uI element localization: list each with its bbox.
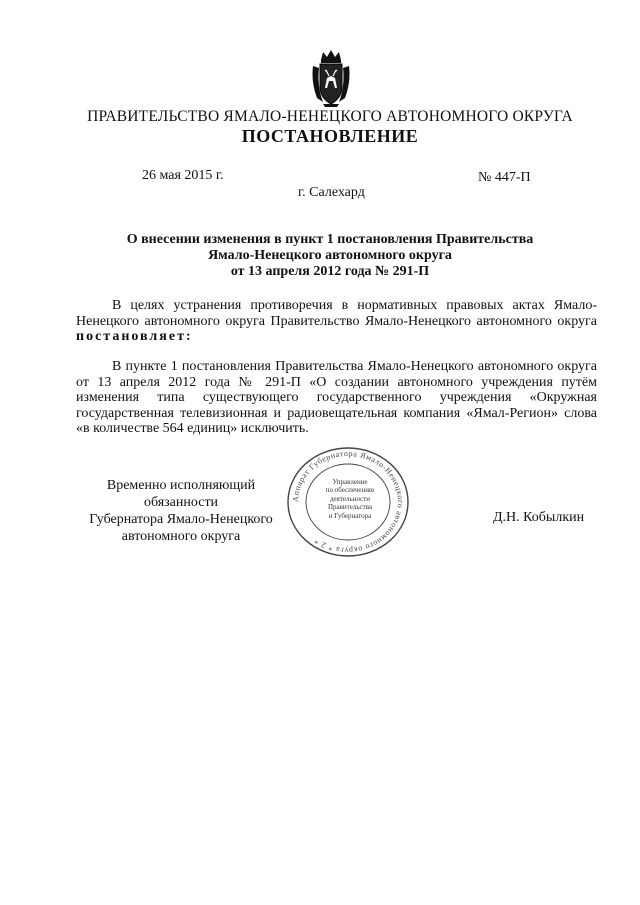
stamp-center-text bbox=[315, 478, 385, 520]
signer-title bbox=[76, 477, 286, 545]
document-city: г. Салехард bbox=[298, 185, 365, 200]
stamp-center-line-5: и Губернатора bbox=[328, 511, 372, 520]
document-subject bbox=[70, 232, 590, 280]
signer-name: Д.Н. Кобылкин bbox=[493, 510, 585, 525]
subject-line-2: Ямало-Ненецкого автономного округа bbox=[208, 248, 452, 263]
document-number: № 447-П bbox=[478, 170, 531, 185]
paragraph-1-text: В целях устранения противоречия в нормативных правовых актах Ямало-Ненецкого автономного округа Правительство Ямало-Ненецкого автономного округа bbox=[76, 298, 597, 329]
government-title: ПРАВИТЕЛЬСТВО ЯМАЛО-НЕНЕЦКОГО АВТОНОМНОГО ОКРУГА bbox=[87, 108, 573, 125]
body-paragraph-2 bbox=[76, 359, 597, 437]
stamp-center-line-3: деятельности bbox=[329, 494, 371, 503]
stamp-ring-text: Аппарат Губернатора Ямало-Ненецкого автономного округа * 2 * bbox=[290, 448, 406, 556]
body-paragraph-1 bbox=[76, 298, 597, 345]
stamp-center-line-4: Правительства bbox=[327, 503, 373, 512]
subject-line-1: О внесении изменения в пункт 1 постановления Правительства bbox=[126, 232, 534, 247]
subject-line-3: от 13 апреля 2012 года № 291-П bbox=[230, 264, 430, 279]
paragraph-2-text: В пункте 1 постановления Правительства Ямало-Ненецкого автономного округа от 13 апреля 2012 года № 291-П «О создании автономного учреждения путём изменения типа существующего государственного учреждения «Окружная государственная телевизионная и радиовещательная компания «Ямал-Регион» слова «в количестве 564 единиц» исключить. bbox=[76, 359, 597, 436]
stamp-center-line-1: Управление bbox=[332, 478, 368, 486]
signer-title-line-3: автономного округа bbox=[121, 529, 241, 544]
signer-title-line-1: Временно исполняющий обязанности bbox=[106, 478, 256, 510]
coat-of-arms-icon bbox=[309, 48, 353, 108]
stamp-center-line-2: по обеспечению bbox=[325, 486, 375, 495]
document-type-title: ПОСТАНОВЛЕНИЕ bbox=[241, 126, 419, 146]
signer-title-line-2: Губернатора Ямало-Ненецкого bbox=[89, 512, 273, 527]
resolution-keyword: постановляет: bbox=[76, 329, 193, 344]
document-date: 26 мая 2015 г. bbox=[142, 168, 224, 183]
